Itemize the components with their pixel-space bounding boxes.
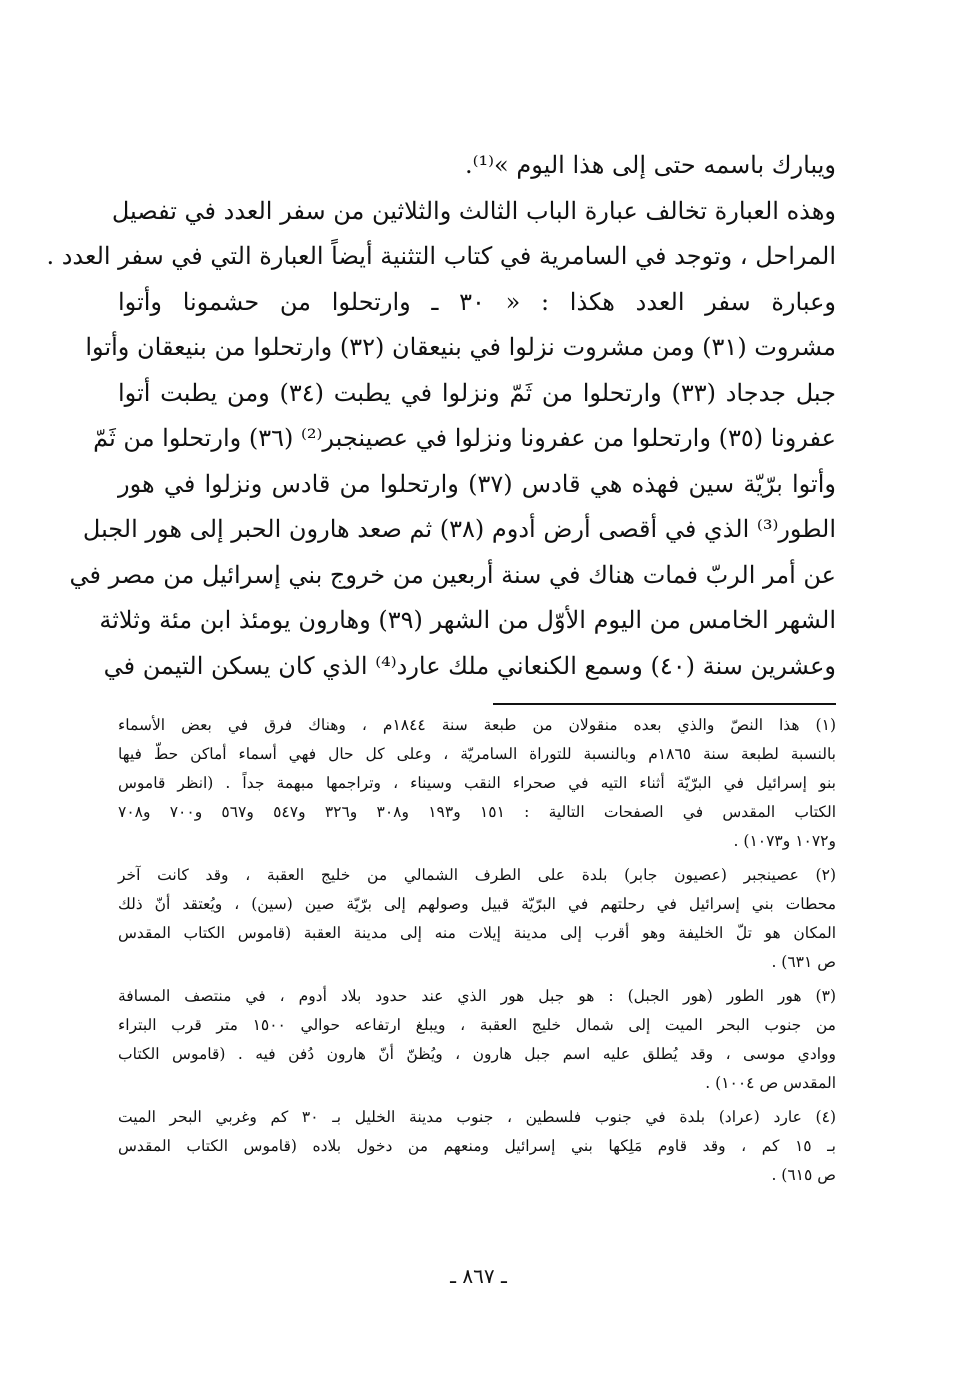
footnote-line: المكان هو تلّ الخليفة وهو أقرب إلى مدينة إيلات منه إلى مدينة العقبة (قاموس الكتاب المقدس <box>118 924 836 942</box>
footnote-line: و١٠٧٢ و١٠٧٣) . <box>733 832 836 850</box>
main-line: وعبارة سفر العدد هكذا : « ٣٠ ـ وارتحلوا من حشمونا وأتوا <box>118 287 836 316</box>
main-line: وهذه العبارة تخالف عبارة الباب الثالث والثلاثين من سفر العدد في تفصيل <box>111 196 836 225</box>
main-line: عفرونا (٣٥) وارتحلوا من عفرونا ونزلوا في عصينجبر⁽²⁾ (٣٦) وارتحلوا من ثَمّ <box>93 424 836 452</box>
footnote-line: ص ٦١٥) . <box>771 1166 836 1184</box>
page-content <box>46 143 837 1190</box>
footnote-line: ص ٦٣١) . <box>771 953 836 971</box>
footnotes <box>118 711 836 1190</box>
main-line: الطور⁽³⁾ الذي في أقصى أرض أدوم (٣٨) ثم صعد هارون الحبر إلى هور الجبل <box>82 515 836 543</box>
main-line: وعشرين سنة (٤٠) وسمع الكنعاني ملك عارد⁽⁴⁾ الذي كان يسكن التيمن في <box>103 651 836 680</box>
footnote-line: (٣) هور الطور (هور الجبل) : هو جبل هور الذي عند حدود بلاد أدوم ، في منتصف المسافة <box>118 987 836 1005</box>
footnote-line: بالنسبة لطبعة سنة ١٨٦٥م وبالنسبة للتوراة السامريّة ، وعلى كل حال فهي أسماء أماكن حطّ فيها <box>118 745 836 763</box>
footnote-line: (٤) عارد (عراد) بلدة في جنوب فلسطين ، جنوب مدينة الخليل بـ ٣٠ كم وغربي البحر الميت <box>118 1108 836 1126</box>
main-line: جبل جدجاد (٣٣) وارتحلوا من ثَمّ ونزلوا في يطبت (٣٤) ومن يطبت أتوا <box>118 378 836 407</box>
footnote-line: من جنوب البحر الميت إلى شمال خليج العقبة ، ويبلغ ارتفاعه حوالي ١٥٠٠ متر قرب البتراء <box>118 1016 836 1034</box>
main-line: وأتوا برّيّة سين فهذه هي قادس (٣٧) وارتحلوا من قادس ونزلوا في هور <box>118 469 836 498</box>
footnote-line: الكتاب المقدس في الصفحات التالية : ١٥١ و١٩٣ و٣٠٨ و٣٢٦ و٥٤٧ و٥٦٧ و٧٠٠ و٧٠٨ <box>118 803 837 821</box>
footnote-2 <box>118 861 836 977</box>
footnote-3 <box>118 982 836 1098</box>
page-number: ـ ٨٦٧ ـ <box>450 1264 507 1288</box>
main-line: الشهر الخامس من اليوم الأوّل من الشهر (٣٩) وهارون يومئذ ابن مئة وثلاثة <box>99 606 836 634</box>
footnote-line: المقدس ص ١٠٠٤) . <box>705 1074 836 1092</box>
main-line: ويبارك باسمه حتى إلى هذا اليوم »⁽¹⁾. <box>464 151 836 179</box>
footnote-line: ووادي موسى ، وقد يُطلق عليه اسم جبل هارون ، ويُظنّ أنّ هارون دُفن فيه . (قاموس الكتاب <box>118 1045 836 1063</box>
footnote-4 <box>118 1103 836 1190</box>
footnote-separator <box>493 703 836 705</box>
footnote-line: (١) هذا النصّ والذي بعده منقولان من طبعة سنة ١٨٤٤م ، وهناك فرق في بعض الأسماء <box>118 716 836 734</box>
footnote-line: بنو إسرائيل في البرّيّة أثناء التيه في صحراء النقب وسيناء ، وتراجمها مبهمة جداً . (انظر قاموس <box>118 774 836 792</box>
footnote-1 <box>118 711 836 856</box>
main-line: المراحل ، وتوجد في السامرية في كتاب التثنية أيضاً العبارة التي في سفر العدد . <box>46 242 836 270</box>
main-line: عن أمر الربّ فمات هناك في سنة أربعين من خروج بني إسرائيل من مصر في <box>69 560 836 589</box>
footnote-line: بـ ١٥ كم ، وقد قاوم مَلِكها بني إسرائيل ومنعهم من دخول بلاده (قاموس الكتاب المقدس <box>118 1137 836 1155</box>
footnote-line: محطات بني إسرائيل في رحلتهم في البرّيّة قبيل وصولهم إلى برّيّة صين (سين) ، ويُعتقد أنّ ذلك <box>118 895 836 913</box>
main-text <box>46 143 836 689</box>
footnote-line: (٢) عصينجبر (عصيون جابر) بلدة على الطرف الشمالي من خليج العقبة ، وقد كانت آخر <box>118 866 836 884</box>
main-line: مشروت (٣١) ومن مشروت نزلوا في بنيعقان (٣٢) وارتحلوا من بنيعقان وأتوا <box>85 333 836 361</box>
